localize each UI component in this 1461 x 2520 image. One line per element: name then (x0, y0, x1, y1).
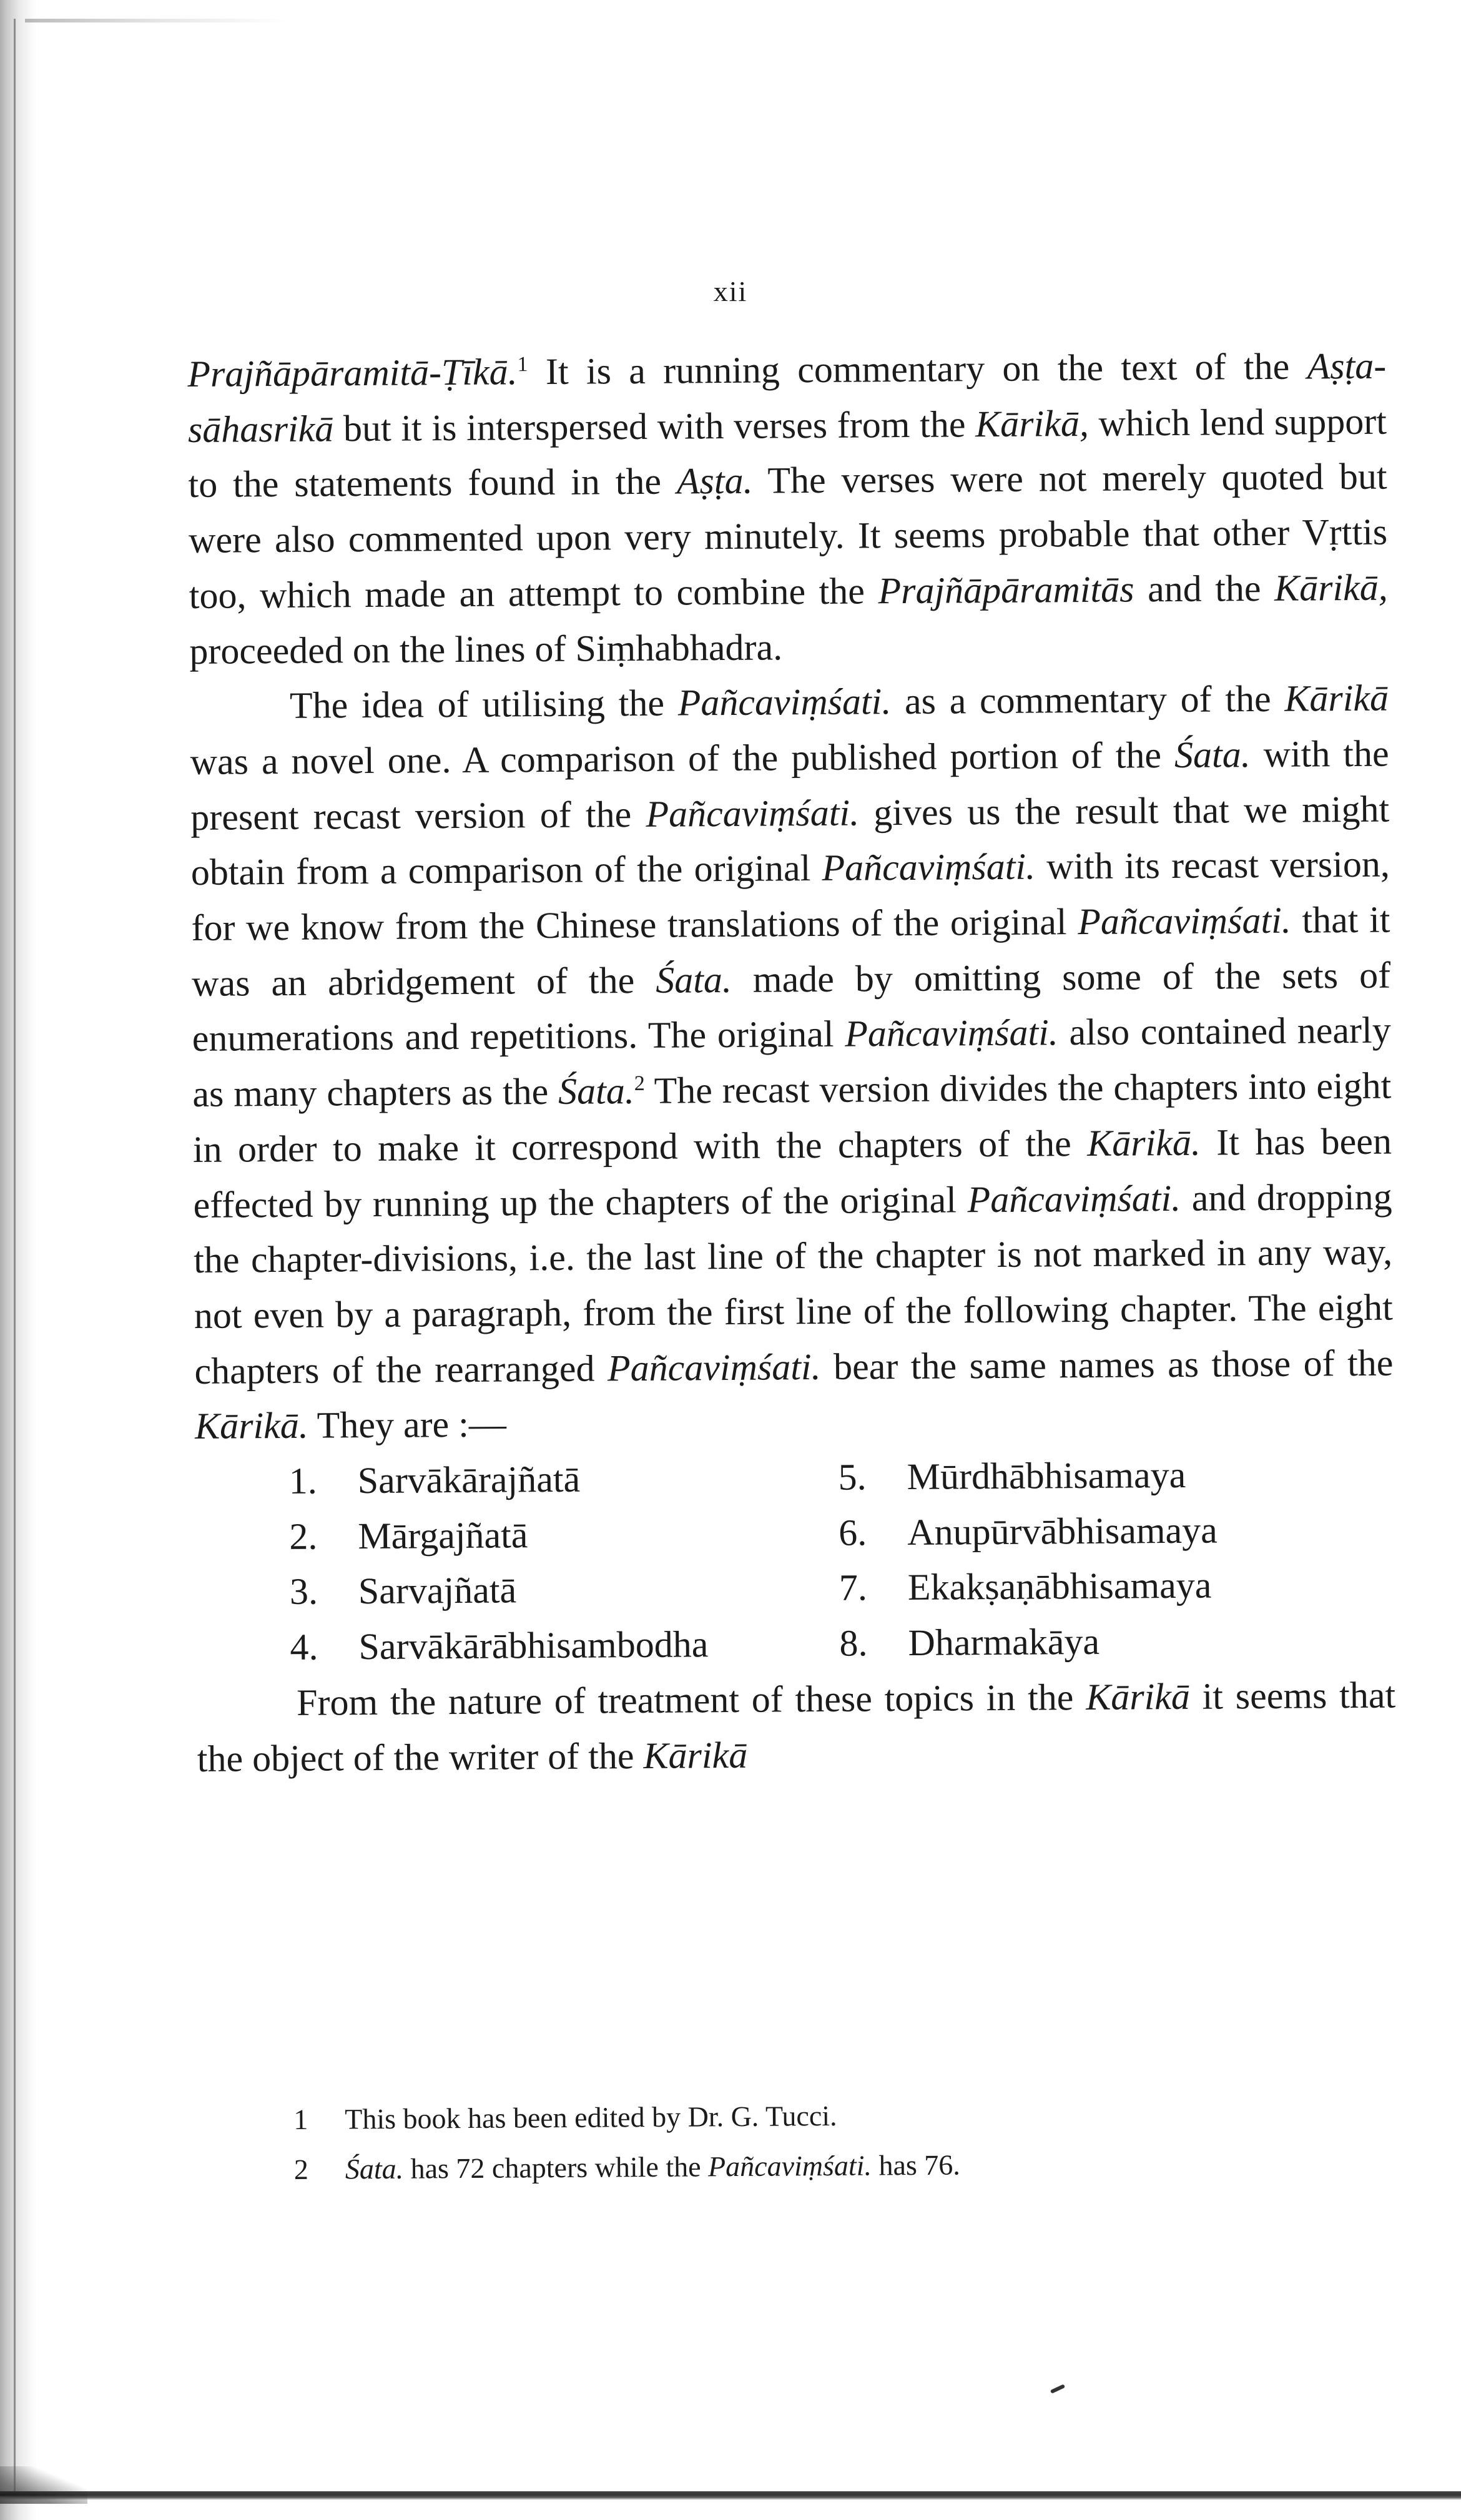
list-item: 5. Mūrdhābhisamaya (838, 1454, 1186, 1498)
bottom-edge-line (0, 2491, 1461, 2500)
binding-shadow (0, 0, 37, 2520)
ink-speck (1050, 2384, 1065, 2394)
footnotes (293, 2088, 1293, 2195)
footnote-1: 1 This book has been edited by Dr. G. Tucci. (293, 2099, 837, 2135)
chapter-list (195, 1446, 1395, 1676)
page-edge-line (14, 19, 16, 2491)
paragraph-1: Prajñāpāramitā-Ṭīkā.$^1$ It is a running commentary on the text of the Aṣṭa-sāhasrikā but it is interspersed with verses from the Kārikā, which lend support to the statements found in the Aṣṭa. The verses were not merely quoted but were also commented upon very minutely. It seems probable that other Vṛttis too, which made an attempt to combine the Prajñāpāramitās and the Kārikā, proceeded on the lines of Siṃhabhadra. (187, 345, 1388, 672)
footnote-ref-2: 2 (634, 1072, 645, 1096)
list-item: 3. Sarvajñatā (289, 1569, 517, 1613)
list-item: 8. Dharmakāya (839, 1620, 1100, 1664)
list-item: 2. Mārgajñatā (289, 1513, 528, 1557)
body-text (187, 338, 1396, 1787)
list-item: 6. Anupūrvābhisamaya (839, 1509, 1218, 1553)
top-scuff-mark (25, 19, 287, 22)
paragraph-2: The idea of utilising the Pañcaviṃśati. as a commentary of the Kārikā was a novel one. A comparison of the published portion of the Śata. with the present recast version of the Pañcaviṃśati. gives us the result that we might obtain from a comparison of the original Pañcaviṃśati. with its recast version, for we know from the Chinese translations of the original Pañcaviṃśati. that it was an abridgement of the Śata. made by omitting some of the sets of enumerations and repetitions. The original Pañcaviṃśati. also contained nearly as many chapters as the Śata.$^2$ The recast version divides the chapters into eight in order to make it correspond with the chapters of the Kārikā. It has been effected by running up the chapters of the original Pañcaviṃśati. and dropping the chapter-divisions, i.e. the last line of the chapter is not marked in any way, not even by a paragraph, from the first line of the following chapter. The eight chapters of the rearranged Pañcaviṃśati. bear the same names as those of the Kārikā. They are :— (190, 677, 1394, 1447)
title-prajnaparamita-tika: Prajñāpāramitā-Ṭīkā. (187, 351, 518, 395)
list-item: 4. Sarvākārābhisambodha (290, 1623, 709, 1668)
footnote-ref-1: 1 (517, 353, 528, 377)
paragraph-3: From the nature of treatment of these topics in the Kārikā it seems that the object of the writer of the Kārikā (197, 1674, 1396, 1779)
footnote-2: 2 Śata. has 72 chapters while the Pañcaviṃśati. has 76. (293, 2148, 960, 2185)
list-item: 7. Ekakṣaṇābhisamaya (839, 1565, 1212, 1609)
page-number: xii (713, 275, 748, 307)
list-item: 1. Sarvākārajñatā (288, 1458, 581, 1502)
